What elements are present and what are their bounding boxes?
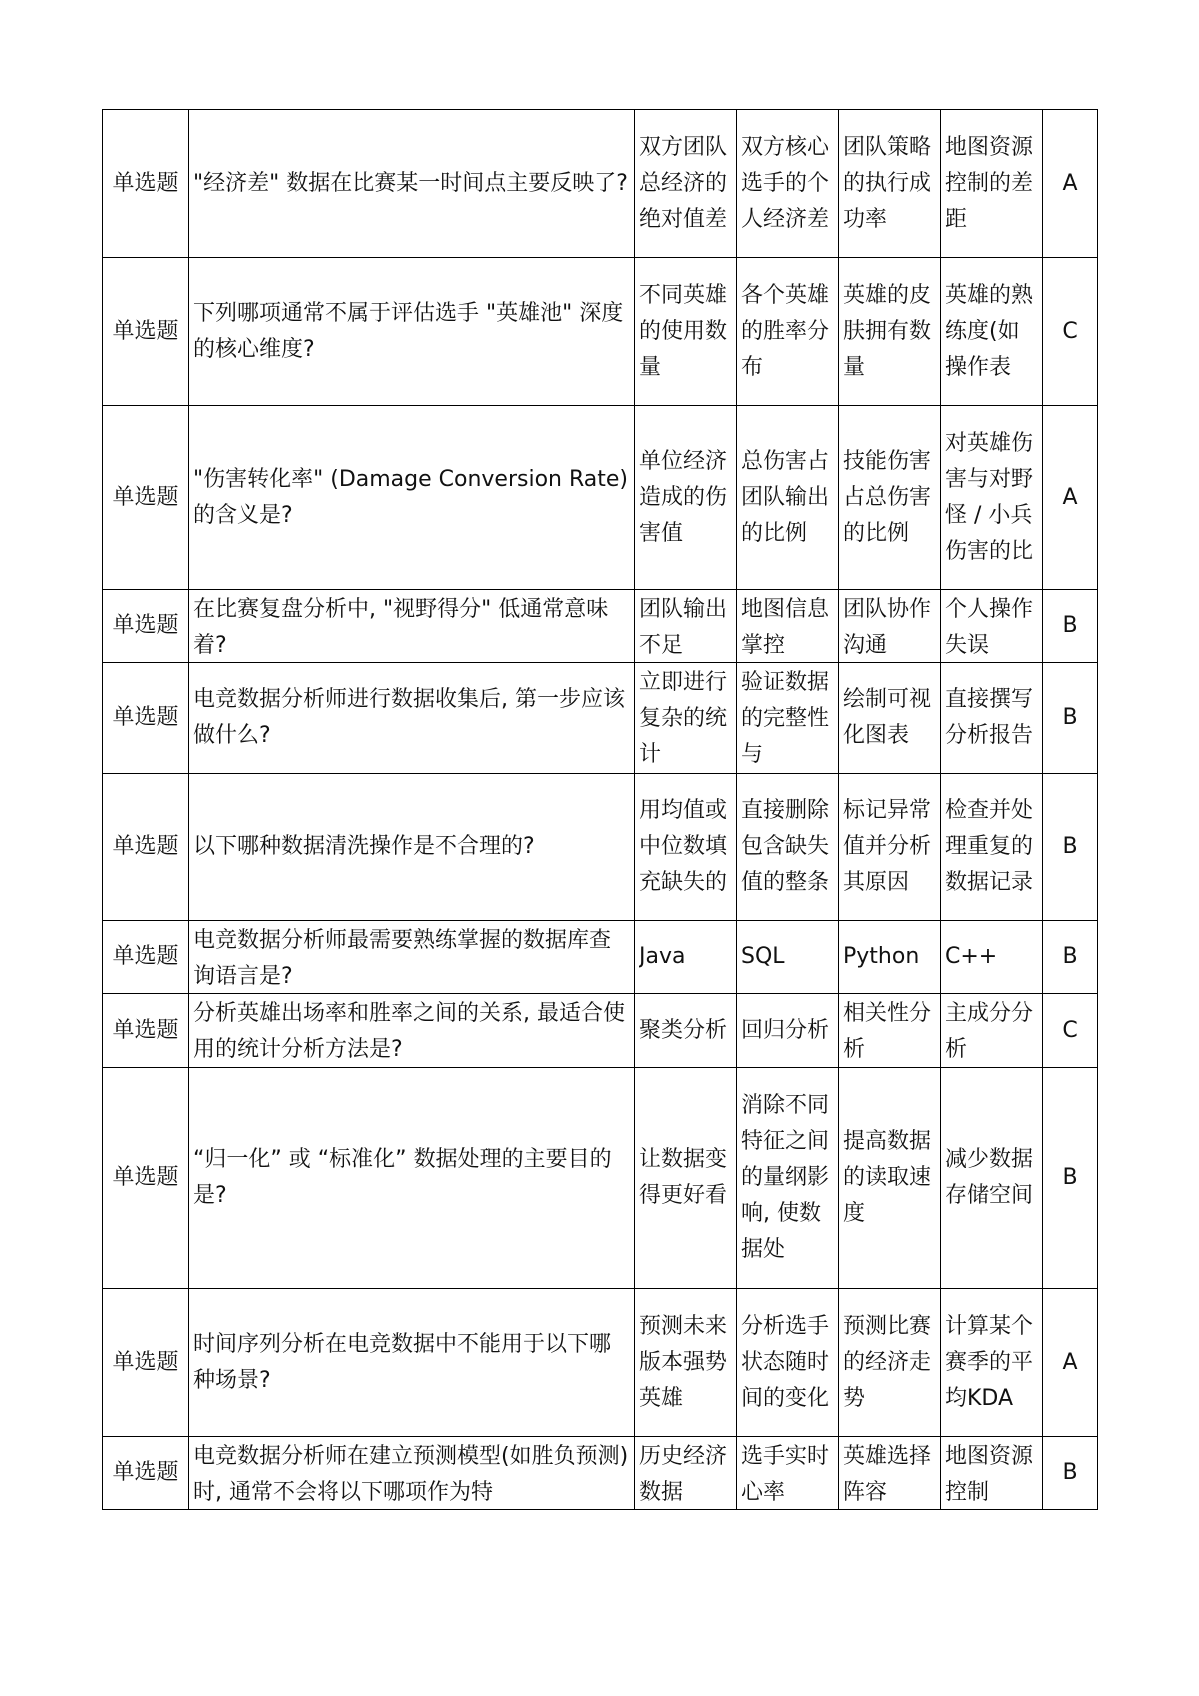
question-type: 单选题	[103, 663, 189, 774]
answer-key: B	[1043, 1437, 1098, 1510]
table-row	[103, 406, 1098, 590]
table-row	[103, 921, 1098, 994]
option-c: 相关性分析	[839, 994, 941, 1068]
question-text: 下列哪项通常不属于评估选手 "英雄池" 深度的核心维度?	[189, 258, 635, 406]
question-text: 分析英雄出场率和胜率之间的关系, 最适合使用的统计分析方法是?	[189, 994, 635, 1068]
question-text: "经济差" 数据在比赛某一时间点主要反映了?	[189, 110, 635, 258]
question-text: 电竞数据分析师最需要熟练掌握的数据库查询语言是?	[189, 921, 635, 994]
option-a: 不同英雄的使用数量	[635, 258, 737, 406]
option-d: 计算某个赛季的平均KDA	[941, 1289, 1043, 1437]
question-type: 单选题	[103, 1068, 189, 1289]
option-d: 直接撰写分析报告	[941, 663, 1043, 774]
option-c: 提高数据的读取速度	[839, 1068, 941, 1289]
answer-key: A	[1043, 406, 1098, 590]
option-b: 消除不同特征之间的量纲影响, 使数据处	[737, 1068, 839, 1289]
option-b: 回归分析	[737, 994, 839, 1068]
option-c: 英雄的皮肤拥有数量	[839, 258, 941, 406]
question-type: 单选题	[103, 590, 189, 663]
option-d: 地图资源控制	[941, 1437, 1043, 1510]
option-d: 检查并处理重复的数据记录	[941, 774, 1043, 921]
table-row	[103, 590, 1098, 663]
option-a: 预测未来版本强势英雄	[635, 1289, 737, 1437]
question-type: 单选题	[103, 406, 189, 590]
question-text: 电竞数据分析师在建立预测模型(如胜负预测)时, 通常不会将以下哪项作为特	[189, 1437, 635, 1510]
option-a: 单位经济造成的伤害值	[635, 406, 737, 590]
option-b: 各个英雄的胜率分布	[737, 258, 839, 406]
option-d: 主成分分析	[941, 994, 1043, 1068]
option-c: 英雄选择阵容	[839, 1437, 941, 1510]
option-d: 减少数据存储空间	[941, 1068, 1043, 1289]
option-b: SQL	[737, 921, 839, 994]
question-type: 单选题	[103, 258, 189, 406]
question-type: 单选题	[103, 921, 189, 994]
question-text: "伤害转化率" (Damage Conversion Rate)的含义是?	[189, 406, 635, 590]
option-a: 让数据变得更好看	[635, 1068, 737, 1289]
question-sheet	[102, 109, 1097, 1510]
table-row	[103, 1068, 1098, 1289]
option-b: 选手实时心率	[737, 1437, 839, 1510]
question-text: 时间序列分析在电竞数据中不能用于以下哪种场景?	[189, 1289, 635, 1437]
option-d: 地图资源控制的差距	[941, 110, 1043, 258]
option-a: 立即进行复杂的统计	[635, 663, 737, 774]
table-row	[103, 258, 1098, 406]
table-row	[103, 1437, 1098, 1510]
answer-key: B	[1043, 1068, 1098, 1289]
option-a: 聚类分析	[635, 994, 737, 1068]
question-text: “归一化” 或 “标准化” 数据处理的主要目的是?	[189, 1068, 635, 1289]
option-a: 双方团队总经济的绝对值差	[635, 110, 737, 258]
option-b: 地图信息掌控	[737, 590, 839, 663]
answer-key: B	[1043, 921, 1098, 994]
option-d: C++	[941, 921, 1043, 994]
option-c: 标记异常值并分析其原因	[839, 774, 941, 921]
question-text: 在比赛复盘分析中, "视野得分" 低通常意味着?	[189, 590, 635, 663]
answer-key: C	[1043, 994, 1098, 1068]
question-table	[102, 109, 1098, 1510]
question-type: 单选题	[103, 1289, 189, 1437]
option-b: 双方核心选手的个人经济差	[737, 110, 839, 258]
question-text: 以下哪种数据清洗操作是不合理的?	[189, 774, 635, 921]
answer-key: B	[1043, 590, 1098, 663]
answer-key: A	[1043, 1289, 1098, 1437]
option-d: 英雄的熟练度(如操作表	[941, 258, 1043, 406]
question-type: 单选题	[103, 774, 189, 921]
option-b: 总伤害占团队输出的比例	[737, 406, 839, 590]
table-row	[103, 663, 1098, 774]
table-row	[103, 994, 1098, 1068]
option-a: 团队输出不足	[635, 590, 737, 663]
question-type: 单选题	[103, 1437, 189, 1510]
answer-key: C	[1043, 258, 1098, 406]
option-c: 绘制可视化图表	[839, 663, 941, 774]
option-c: Python	[839, 921, 941, 994]
table-row	[103, 774, 1098, 921]
option-c: 团队协作沟通	[839, 590, 941, 663]
option-b: 分析选手状态随时间的变化	[737, 1289, 839, 1437]
option-b: 直接删除包含缺失值的整条	[737, 774, 839, 921]
option-d: 个人操作失误	[941, 590, 1043, 663]
question-type: 单选题	[103, 110, 189, 258]
answer-key: B	[1043, 774, 1098, 921]
answer-key: B	[1043, 663, 1098, 774]
option-a: 历史经济数据	[635, 1437, 737, 1510]
table-row	[103, 110, 1098, 258]
table-row	[103, 1289, 1098, 1437]
question-text: 电竞数据分析师进行数据收集后, 第一步应该做什么?	[189, 663, 635, 774]
option-a: 用均值或中位数填充缺失的	[635, 774, 737, 921]
answer-key: A	[1043, 110, 1098, 258]
option-c: 团队策略的执行成功率	[839, 110, 941, 258]
option-b: 验证数据的完整性与	[737, 663, 839, 774]
option-c: 技能伤害占总伤害的比例	[839, 406, 941, 590]
option-a: Java	[635, 921, 737, 994]
option-c: 预测比赛的经济走势	[839, 1289, 941, 1437]
question-type: 单选题	[103, 994, 189, 1068]
option-d: 对英雄伤害与对野怪 / 小兵伤害的比	[941, 406, 1043, 590]
